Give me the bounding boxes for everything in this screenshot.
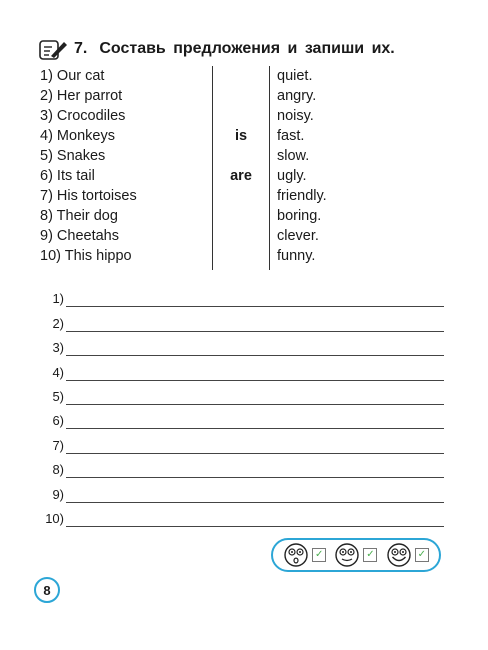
answer-line-rule[interactable] bbox=[66, 366, 444, 381]
adjectives-column bbox=[277, 66, 437, 266]
neutral-face-icon bbox=[334, 542, 360, 568]
answer-line-number: 7) bbox=[52, 437, 64, 453]
self-check-option[interactable] bbox=[386, 542, 429, 568]
answer-line-number: 2) bbox=[52, 315, 64, 331]
adjective-item: angry. bbox=[277, 88, 317, 104]
answer-line[interactable] bbox=[38, 454, 448, 478]
write-pencil-icon bbox=[38, 37, 68, 61]
verb-is: is bbox=[234, 128, 248, 144]
answer-line-rule[interactable] bbox=[66, 463, 444, 478]
subject-item: 4) Monkeys bbox=[40, 128, 115, 144]
answer-line-rule[interactable] bbox=[66, 292, 444, 307]
adjective-item: fast. bbox=[277, 128, 305, 144]
sentence-builder-table bbox=[40, 66, 440, 272]
worried-face-icon bbox=[283, 542, 309, 568]
answer-line-number: 6) bbox=[52, 413, 64, 429]
answer-line-number: 3) bbox=[52, 340, 64, 356]
answer-line-rule[interactable] bbox=[66, 341, 444, 356]
subject-item: 6) Its tail bbox=[40, 168, 95, 184]
adjective-item: friendly. bbox=[277, 188, 327, 204]
answer-line[interactable] bbox=[38, 405, 448, 429]
self-check-checkbox[interactable]: ✓ bbox=[363, 548, 377, 562]
adjective-item: noisy. bbox=[277, 108, 314, 124]
subject-item: 9) Cheetahs bbox=[40, 228, 119, 244]
answer-line[interactable] bbox=[38, 283, 448, 307]
answer-line[interactable] bbox=[38, 503, 448, 527]
answer-line[interactable] bbox=[38, 478, 448, 502]
subjects-column bbox=[40, 66, 208, 266]
adjective-item: slow. bbox=[277, 148, 310, 164]
answer-lines bbox=[38, 283, 448, 527]
answer-line-rule[interactable] bbox=[66, 512, 444, 527]
self-check-option[interactable] bbox=[283, 542, 326, 568]
answer-line[interactable] bbox=[38, 356, 448, 380]
answer-line-rule[interactable] bbox=[66, 390, 444, 405]
subject-item: 5) Snakes bbox=[40, 148, 106, 164]
answer-line-rule[interactable] bbox=[66, 414, 444, 429]
happy-face-icon bbox=[386, 542, 412, 568]
adjective-item: clever. bbox=[277, 228, 319, 244]
answer-line-number: 5) bbox=[52, 388, 64, 404]
answer-line[interactable] bbox=[38, 381, 448, 405]
answer-line-rule[interactable] bbox=[66, 488, 444, 503]
answer-line-rule[interactable] bbox=[66, 317, 444, 332]
task-number: 7. bbox=[74, 40, 88, 57]
adjective-item: boring. bbox=[277, 208, 322, 224]
self-check-checkbox[interactable]: ✓ bbox=[415, 548, 429, 562]
adjective-item: quiet. bbox=[277, 68, 313, 84]
subject-item: 10) This hippo bbox=[40, 248, 132, 264]
answer-line-number: 1) bbox=[52, 291, 64, 307]
answer-line-number: 10) bbox=[45, 510, 64, 526]
task-header bbox=[38, 36, 458, 62]
answer-line[interactable] bbox=[38, 429, 448, 453]
answer-line-number: 9) bbox=[52, 486, 64, 502]
subject-item: 2) Her parrot bbox=[40, 88, 123, 104]
adjective-item: funny. bbox=[277, 248, 316, 264]
answer-line[interactable] bbox=[38, 307, 448, 331]
adjective-item: ugly. bbox=[277, 168, 307, 184]
page-number: 8 bbox=[34, 577, 60, 603]
answer-line[interactable] bbox=[38, 332, 448, 356]
subject-item: 8) Their dog bbox=[40, 208, 118, 224]
subject-item: 7) His tortoises bbox=[40, 188, 137, 204]
self-assessment-panel bbox=[271, 538, 441, 572]
subject-item: 1) Our cat bbox=[40, 68, 105, 84]
task-title: Составь предложения и запиши их. bbox=[99, 40, 395, 57]
self-check-checkbox[interactable]: ✓ bbox=[312, 548, 326, 562]
verb-are: are bbox=[230, 168, 252, 184]
subject-item: 3) Crocodiles bbox=[40, 108, 126, 124]
answer-line-number: 4) bbox=[52, 364, 64, 380]
self-check-option[interactable] bbox=[334, 542, 377, 568]
answer-line-rule[interactable] bbox=[66, 439, 444, 454]
answer-line-number: 8) bbox=[52, 462, 64, 478]
